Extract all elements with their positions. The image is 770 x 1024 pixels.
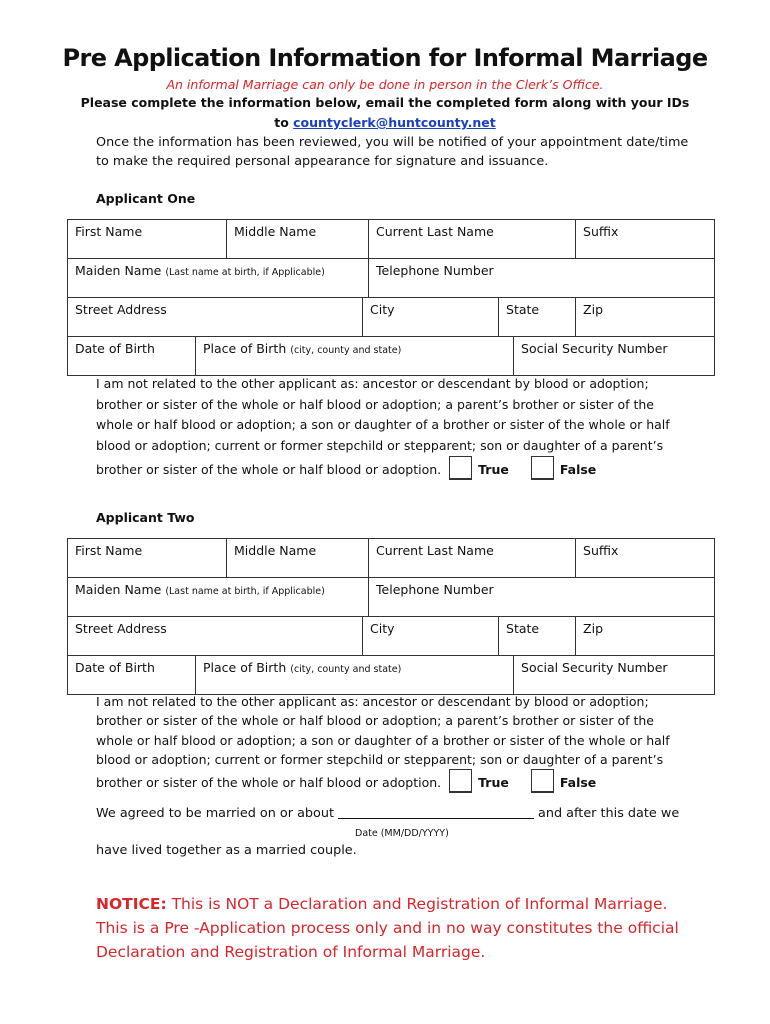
review-line-1: Once the information has been reviewed, you will be notified of your appointment date/time [96,135,689,150]
notice-label: NOTICE: [96,895,167,913]
clerk-email-link[interactable]: countyclerk@huntcounty.net [293,115,496,130]
date-of-birth-field[interactable]: Date of Birth [68,656,196,695]
applicant-one-relation-statement: I am not related to the other applicant as: ancestor or descendant by blood or adoption; brother or sister of the whole or half blood or adoption; a parent’s brother or sister of the whole or half blood or adoption; a son or daughter of a brother or sister of the whole or half blood or adoption; current or former stepchild or stepparent; son or daughter of a parent’s brother or sister of the whole or half blood or adoption. True False [96,374,676,481]
email-instruction: Please complete the information below, email the completed form along with your IDs [80,95,690,110]
telephone-field[interactable]: Telephone Number [369,259,715,298]
to-label: to [274,115,294,130]
current-last-name-field[interactable]: Current Last Name [369,220,576,259]
email-instruction-line2 [0,115,770,130]
telephone-field[interactable]: Telephone Number [369,578,715,617]
state-field[interactable]: State [499,617,576,656]
middle-name-field[interactable]: Middle Name [227,220,369,259]
street-address-field[interactable]: Street Address [68,617,363,656]
ssn-field[interactable]: Social Security Number [514,337,715,376]
applicant-two-heading: Applicant Two [96,510,195,525]
ssn-field[interactable]: Social Security Number [514,656,715,695]
applicant-two-relation-statement: I am not related to the other applicant as: ancestor or descendant by blood or adoption; brother or sister of the whole or half blood or adoption; a parent’s brother or sister of the whole or half blood or adoption; a son or daughter of a brother or sister of the whole or half blood or adoption; current or former stepchild or stepparent; son or daughter of a parent’s brother or sister of the whole or half blood or adoption. True False [96,692,676,793]
place-of-birth-field[interactable]: Place of Birth (city, county and state) [196,337,514,376]
marriage-date-input[interactable] [338,818,534,819]
current-last-name-field[interactable]: Current Last Name [369,539,576,578]
city-field[interactable]: City [363,298,499,337]
notice-paragraph [96,892,696,964]
agreement-line: We agreed to be married on or about and after this date we [96,806,680,821]
maiden-name-field[interactable]: Maiden Name (Last name at birth, if Applicable) [68,578,369,617]
review-line-2: to make the required personal appearance for signature and issuance. [96,154,549,169]
applicant-one-false-checkbox[interactable] [531,456,554,480]
date-of-birth-field[interactable]: Date of Birth [68,337,196,376]
first-name-field[interactable]: First Name [68,539,227,578]
first-name-field[interactable]: First Name [68,220,227,259]
maiden-name-field[interactable]: Maiden Name (Last name at birth, if Applicable) [68,259,369,298]
true-label: True [478,775,509,791]
applicant-two-false-checkbox[interactable] [531,769,554,793]
applicant-two-form [67,538,715,695]
notice-text: This is NOT a Declaration and Registration of Informal Marriage. This is a Pre -Application process only and in no way constitutes the official Declaration and Registration of Informal Marriage. [96,895,679,961]
false-label: False [559,775,597,791]
date-format-caption: Date (MM/DD/YYYY) [355,828,449,839]
agreement-line-2: have lived together as a married couple. [96,843,357,858]
city-field[interactable]: City [363,617,499,656]
state-field[interactable]: State [499,298,576,337]
zip-field[interactable]: Zip [576,617,715,656]
zip-field[interactable]: Zip [576,298,715,337]
place-of-birth-field[interactable]: Place of Birth (city, county and state) [196,656,514,695]
applicant-one-heading: Applicant One [96,191,196,206]
suffix-field[interactable]: Suffix [576,539,715,578]
middle-name-field[interactable]: Middle Name [227,539,369,578]
in-person-subtitle: An informal Marriage can only be done in person in the Clerk’s Office. [166,77,604,92]
form-title: Pre Application Information for Informal Marriage [62,44,708,72]
false-label: False [559,462,597,477]
applicant-one-form [67,219,715,376]
review-instructions [96,133,688,171]
true-label: True [478,462,509,477]
applicant-one-true-checkbox[interactable] [449,456,472,480]
applicant-two-true-checkbox[interactable] [449,769,472,793]
street-address-field[interactable]: Street Address [68,298,363,337]
suffix-field[interactable]: Suffix [576,220,715,259]
